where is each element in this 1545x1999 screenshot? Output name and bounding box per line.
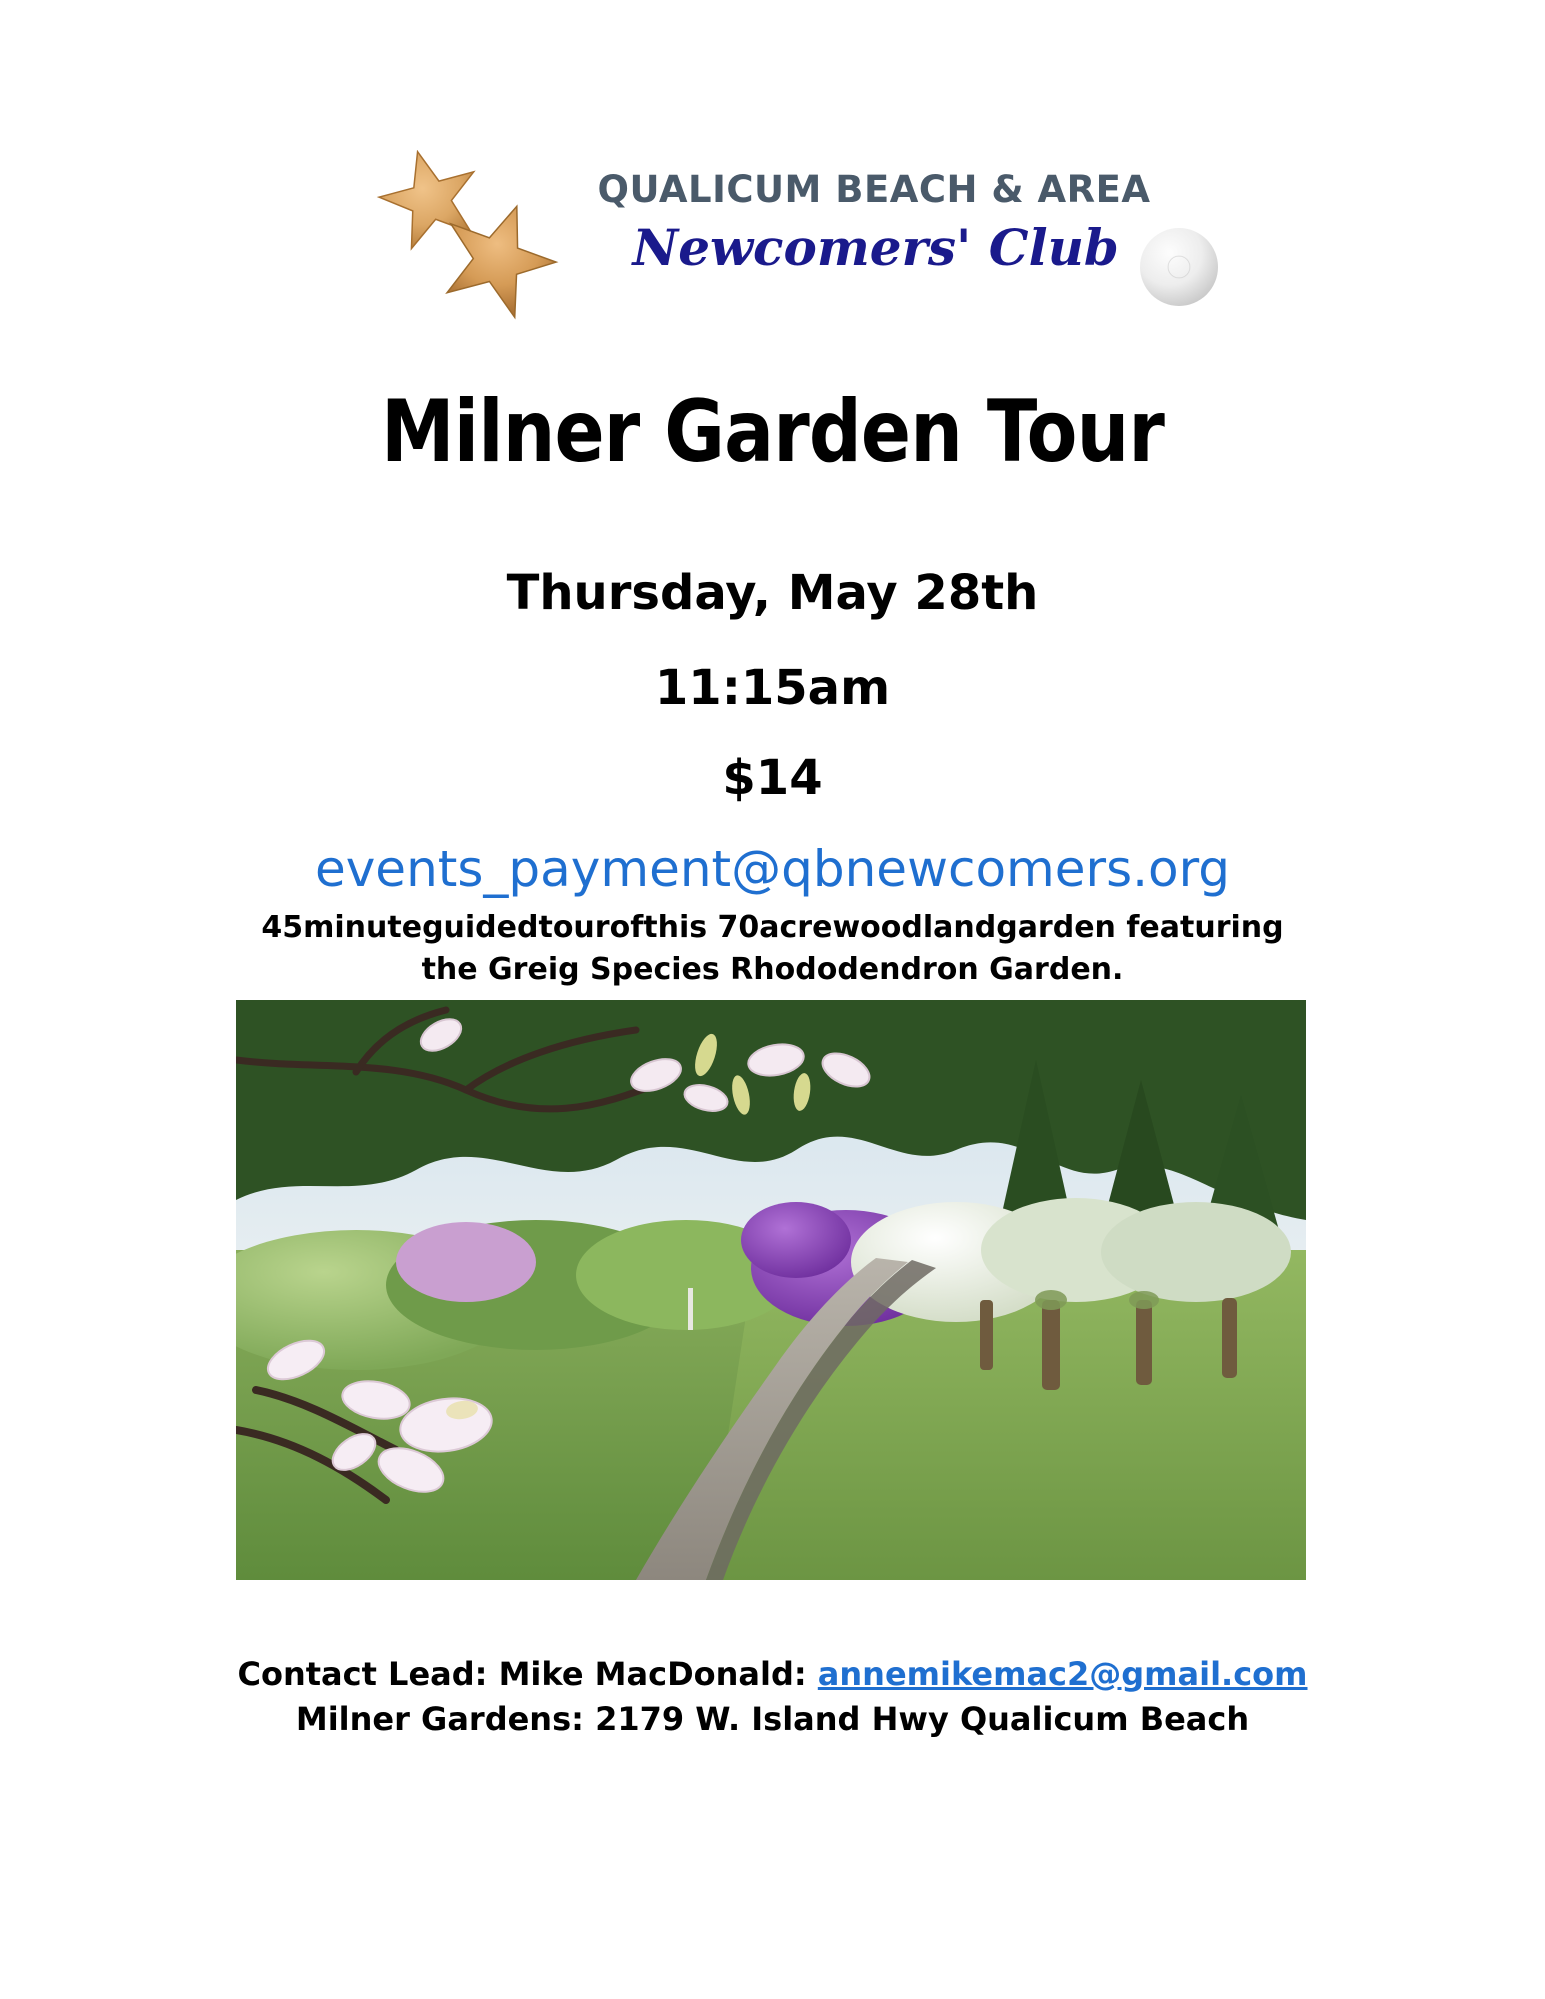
garden-illustration: [236, 1000, 1306, 1580]
club-logo: [0, 150, 1545, 320]
sand-dollar-icon: [1140, 228, 1218, 306]
logo-wordmark: [588, 150, 1188, 320]
contact-line: [0, 1655, 1545, 1693]
event-time: 11:15am: [654, 660, 891, 716]
event-date: Thursday, May 28th: [506, 565, 1039, 621]
description-line-1: 45minuteguidedtourofthis 70acrewoodlandgarden featuring: [261, 910, 1284, 945]
logo-line-1: QUALICUM BEACH & AREA: [597, 168, 1151, 211]
garden-path-photo: [236, 1000, 1306, 1580]
logo-line-2: Newcomers' Club: [632, 218, 1119, 277]
venue-address: Milner Gardens: 2179 W. Island Hwy Qualicum Beach: [295, 1700, 1250, 1738]
starfish-graphic: [358, 150, 588, 320]
description-line-2: the Greig Species Rhododendron Garden.: [421, 952, 1124, 987]
contact-label: Contact Lead: Mike MacDonald:: [237, 1655, 818, 1693]
logo-inner: [358, 150, 1188, 320]
payment-email-link[interactable]: events_payment@qbnewcomers.org: [314, 840, 1231, 898]
starfish-icon: [358, 150, 588, 320]
event-price: $14: [722, 750, 823, 806]
page-title: Milner Garden Tour: [380, 382, 1165, 482]
contact-email-link[interactable]: annemikemac2@gmail.com: [817, 1655, 1308, 1693]
